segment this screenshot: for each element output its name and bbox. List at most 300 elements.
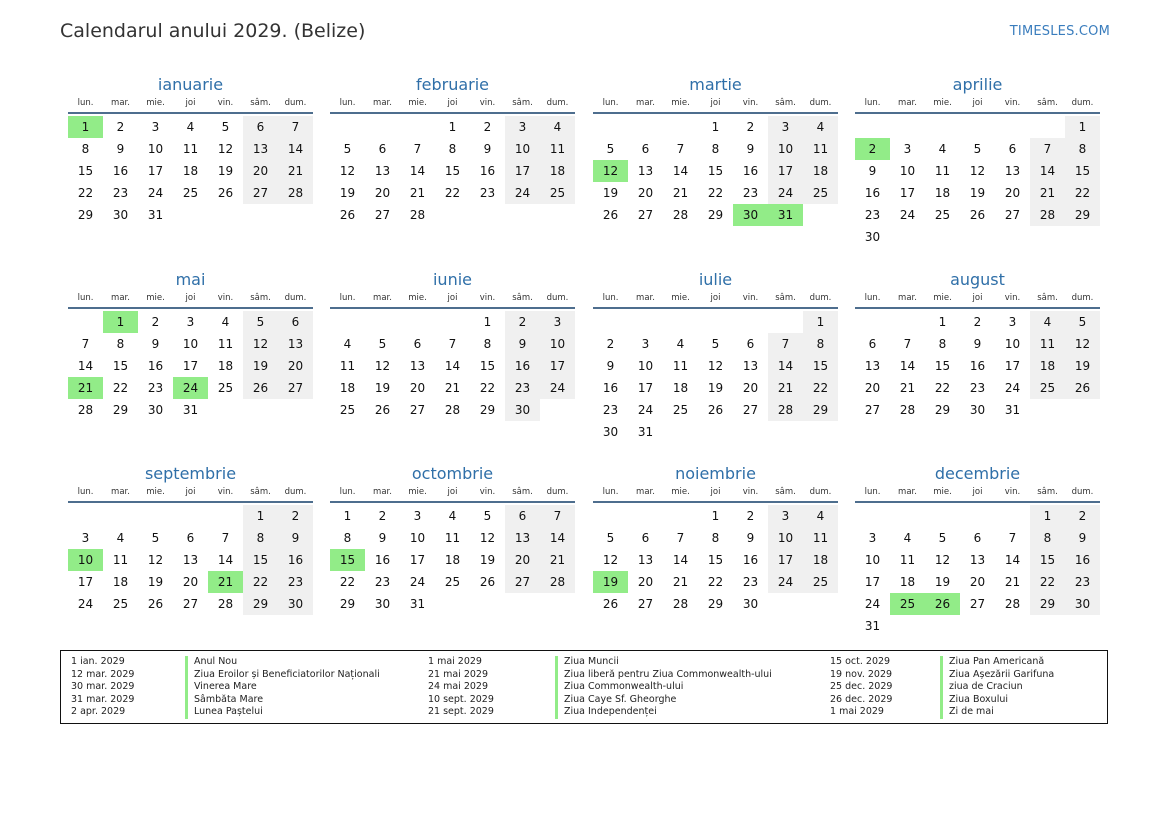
day-cell: 23	[479, 186, 496, 200]
day-cell: 2	[606, 337, 615, 351]
day-cell: 17	[409, 553, 426, 567]
day-cell: 26	[1065, 377, 1100, 399]
day-cell: 17	[637, 381, 654, 395]
day-cell: 9	[483, 142, 492, 156]
month-title: aprilie	[952, 75, 1003, 94]
weekday-label: lun.	[864, 98, 881, 108]
day-cell: 28	[444, 403, 461, 417]
day-cell: 15	[243, 549, 278, 571]
weekday-label: joi	[185, 293, 196, 303]
holiday-name: Vinerea Mare	[185, 681, 257, 694]
day-cell: 14	[768, 355, 803, 377]
holiday-date: 12 mar. 2029	[71, 668, 135, 680]
month-aprilie	[855, 75, 1100, 248]
brand-link[interactable]: TIMESLES.COM	[1009, 24, 1110, 39]
holiday-date: 1 mai 2029	[830, 706, 884, 718]
day-cell: 25	[182, 186, 199, 200]
weekday-label: lun.	[77, 293, 94, 303]
weekday-label: mie.	[146, 293, 165, 303]
day-grid	[68, 311, 313, 421]
holiday-row	[61, 681, 1101, 694]
day-cell: 6	[278, 311, 313, 333]
day-cell: 18	[934, 186, 951, 200]
day-cell: 5	[1065, 311, 1100, 333]
day-cell: 21	[444, 381, 461, 395]
day-cell: 8	[711, 531, 720, 545]
day-cell: 13	[637, 164, 654, 178]
day-cell: 23	[1065, 571, 1100, 593]
day-cell: 5	[343, 142, 352, 156]
day-cell: 23	[969, 381, 986, 395]
day-cell: 28	[409, 208, 426, 222]
empty-cell	[400, 311, 435, 333]
weekday-label: sâm.	[775, 98, 796, 108]
weekday-label: sâm.	[1037, 487, 1058, 497]
day-cell: 16	[1065, 549, 1100, 571]
weekday-label: dum.	[809, 293, 832, 303]
weekday-label: joi	[972, 98, 983, 108]
day-cell: 12	[217, 142, 234, 156]
day-cell: 13	[278, 333, 313, 355]
holiday-date: 1 mai 2029	[428, 656, 482, 667]
day-cell: 2	[483, 120, 492, 134]
day-cell: 9	[1065, 527, 1100, 549]
day-cell: 28	[672, 597, 689, 611]
day-cell: 10	[768, 527, 803, 549]
day-cell: 2	[151, 315, 160, 329]
day-cell: 26	[217, 186, 234, 200]
day-cell: 15	[1030, 549, 1065, 571]
day-cell: 25	[803, 182, 838, 204]
day-cell: 7	[540, 505, 575, 527]
day-cell: 11	[934, 164, 951, 178]
day-cell: 9	[505, 333, 540, 355]
day-cell: 26	[374, 403, 391, 417]
weekday-label: joi	[185, 487, 196, 497]
holiday-name: Ziua Commonwealth-ului	[555, 681, 683, 694]
weekday-header	[855, 486, 1100, 503]
day-cell: 1	[1065, 116, 1100, 138]
day-cell: 27	[864, 403, 881, 417]
day-cell: 29	[479, 403, 496, 417]
day-cell: 5	[483, 509, 492, 523]
weekday-header	[855, 292, 1100, 309]
day-cell: 23	[112, 186, 129, 200]
empty-cell	[400, 116, 435, 138]
day-cell: 7	[413, 142, 422, 156]
day-cell: 27	[1004, 208, 1021, 222]
holiday-name: Ziua Boxului	[940, 694, 1008, 707]
day-cell: 24	[637, 403, 654, 417]
day-cell: 24	[540, 377, 575, 399]
weekday-label: mar.	[636, 98, 655, 108]
day-cell: 5	[606, 142, 615, 156]
weekday-label: mie.	[146, 98, 165, 108]
day-cell: 6	[505, 505, 540, 527]
day-cell: 15	[707, 164, 724, 178]
day-cell: 6	[641, 142, 650, 156]
day-cell: 7	[676, 142, 685, 156]
day-cell: 13	[505, 527, 540, 549]
day-cell: 6	[746, 337, 755, 351]
day-cell: 20	[864, 381, 881, 395]
weekday-label: dum.	[546, 293, 569, 303]
day-cell: 2	[378, 509, 387, 523]
day-cell: 28	[1030, 204, 1065, 226]
empty-cell	[855, 505, 890, 527]
holiday-date: 21 mai 2029	[428, 668, 489, 680]
day-cell: 2	[973, 315, 982, 329]
holiday-date: 30 mar. 2029	[71, 681, 135, 693]
day-cell: 11	[444, 531, 461, 545]
weekday-label: mie.	[408, 98, 427, 108]
day-cell: 13	[742, 359, 759, 373]
empty-cell	[628, 116, 663, 138]
day-cell: 23	[742, 575, 759, 589]
day-cell: 8	[343, 531, 352, 545]
empty-cell	[855, 116, 890, 138]
day-cell: 17	[899, 186, 916, 200]
holiday-day-cell: 1	[103, 311, 138, 333]
holiday-date: 2 apr. 2029	[71, 706, 126, 718]
day-cell: 30	[864, 230, 881, 244]
holiday-name: Ziua Pan Americană	[940, 656, 1044, 669]
day-cell: 19	[217, 164, 234, 178]
weekday-label: sâm.	[512, 98, 533, 108]
day-cell: 10	[409, 531, 426, 545]
weekday-label: lun.	[602, 487, 619, 497]
day-cell: 29	[1030, 593, 1065, 615]
day-cell: 28	[217, 597, 234, 611]
empty-cell	[890, 311, 925, 333]
day-cell: 18	[540, 160, 575, 182]
day-cell: 10	[182, 337, 199, 351]
day-cell: 4	[803, 116, 838, 138]
day-cell: 8	[938, 337, 947, 351]
day-cell: 27	[637, 208, 654, 222]
weekday-header	[68, 292, 313, 309]
month-title: mai	[175, 270, 206, 289]
day-cell: 17	[182, 359, 199, 373]
day-cell: 10	[540, 333, 575, 355]
empty-cell	[663, 505, 698, 527]
day-cell: 30	[505, 399, 540, 421]
day-cell: 20	[637, 575, 654, 589]
day-cell: 25	[217, 381, 234, 395]
day-cell: 4	[343, 337, 352, 351]
day-cell: 14	[77, 359, 94, 373]
holiday-name: Ziua Muncii	[555, 656, 619, 669]
weekday-label: vin.	[1004, 293, 1021, 303]
day-cell: 28	[278, 182, 313, 204]
weekday-label: dum.	[1071, 487, 1094, 497]
holiday-date: 15 oct. 2029	[830, 656, 891, 667]
holiday-day-cell: 25	[890, 593, 925, 615]
day-cell: 3	[768, 505, 803, 527]
day-cell: 12	[147, 553, 164, 567]
month-title: august	[950, 270, 1005, 289]
day-cell: 17	[768, 549, 803, 571]
weekday-label: sâm.	[250, 487, 271, 497]
day-cell: 10	[768, 138, 803, 160]
holiday-date: 10 sept. 2029	[428, 693, 494, 705]
month-title: iulie	[698, 270, 733, 289]
weekday-label: lun.	[339, 487, 356, 497]
weekday-label: sâm.	[512, 487, 533, 497]
day-cell: 27	[409, 403, 426, 417]
holiday-day-cell: 31	[768, 204, 803, 226]
day-cell: 5	[243, 311, 278, 333]
empty-cell	[593, 311, 628, 333]
day-cell: 21	[409, 186, 426, 200]
day-grid	[855, 311, 1100, 421]
day-cell: 22	[1030, 571, 1065, 593]
empty-cell	[960, 505, 995, 527]
day-cell: 28	[77, 403, 94, 417]
day-cell: 19	[602, 186, 619, 200]
weekday-header	[68, 486, 313, 503]
day-grid	[330, 505, 575, 615]
weekday-label: dum.	[1071, 293, 1094, 303]
day-cell: 17	[1004, 359, 1021, 373]
day-cell: 14	[278, 138, 313, 160]
weekday-label: joi	[185, 98, 196, 108]
weekday-header	[593, 292, 838, 309]
month-title: noiembrie	[675, 464, 756, 483]
weekday-label: sâm.	[250, 293, 271, 303]
day-cell: 6	[413, 337, 422, 351]
day-cell: 15	[77, 164, 94, 178]
empty-cell	[925, 505, 960, 527]
day-cell: 18	[217, 359, 234, 373]
weekday-label: sâm.	[775, 487, 796, 497]
day-cell: 8	[116, 337, 125, 351]
day-cell: 13	[243, 138, 278, 160]
day-cell: 3	[540, 311, 575, 333]
day-grid	[68, 116, 313, 226]
day-cell: 13	[864, 359, 881, 373]
month-decembrie	[855, 464, 1100, 637]
day-cell: 3	[151, 120, 160, 134]
weekday-label: lun.	[339, 293, 356, 303]
day-cell: 23	[374, 575, 391, 589]
day-cell: 31	[182, 403, 199, 417]
weekday-label: vin.	[1004, 487, 1021, 497]
day-cell: 27	[742, 403, 759, 417]
day-cell: 22	[444, 186, 461, 200]
day-cell: 26	[602, 208, 619, 222]
day-cell: 5	[221, 120, 230, 134]
weekday-label: vin.	[742, 293, 759, 303]
weekday-header	[330, 486, 575, 503]
holiday-day-cell: 24	[173, 377, 208, 399]
empty-cell	[330, 116, 365, 138]
day-cell: 30	[112, 208, 129, 222]
weekday-label: vin.	[217, 293, 234, 303]
day-cell: 1	[938, 315, 947, 329]
empty-cell	[138, 505, 173, 527]
day-cell: 19	[707, 381, 724, 395]
weekday-label: mie.	[408, 293, 427, 303]
day-cell: 19	[1065, 355, 1100, 377]
day-cell: 10	[505, 138, 540, 160]
day-cell: 20	[182, 575, 199, 589]
weekday-label: mie.	[671, 487, 690, 497]
month-ianuarie	[68, 75, 313, 226]
weekday-label: mar.	[373, 487, 392, 497]
day-cell: 23	[864, 208, 881, 222]
day-cell: 14	[1030, 160, 1065, 182]
day-grid	[855, 505, 1100, 637]
day-cell: 4	[540, 116, 575, 138]
holiday-day-cell: 10	[68, 549, 103, 571]
holiday-date: 21 sept. 2029	[428, 706, 494, 718]
empty-cell	[365, 116, 400, 138]
day-cell: 22	[707, 575, 724, 589]
day-cell: 12	[339, 164, 356, 178]
day-cell: 12	[969, 164, 986, 178]
holiday-day-cell: 2	[855, 138, 890, 160]
day-cell: 8	[448, 142, 457, 156]
day-cell: 7	[221, 531, 230, 545]
day-cell: 4	[221, 315, 230, 329]
weekday-label: dum.	[284, 98, 307, 108]
day-cell: 13	[637, 553, 654, 567]
day-cell: 31	[147, 208, 164, 222]
day-cell: 20	[969, 575, 986, 589]
day-cell: 3	[1008, 315, 1017, 329]
holiday-day-cell: 19	[593, 571, 628, 593]
day-cell: 29	[707, 597, 724, 611]
weekday-label: dum.	[284, 293, 307, 303]
weekday-label: mar.	[898, 98, 917, 108]
day-cell: 1	[803, 311, 838, 333]
day-cell: 7	[1030, 138, 1065, 160]
day-cell: 24	[409, 575, 426, 589]
day-cell: 15	[934, 359, 951, 373]
empty-cell	[995, 116, 1030, 138]
day-cell: 6	[378, 142, 387, 156]
day-cell: 14	[540, 527, 575, 549]
weekday-label: mar.	[636, 293, 655, 303]
weekday-label: vin.	[217, 98, 234, 108]
holiday-date: 24 mai 2029	[428, 681, 489, 693]
day-cell: 4	[1030, 311, 1065, 333]
month-octombrie	[330, 464, 575, 615]
day-cell: 20	[409, 381, 426, 395]
day-cell: 26	[707, 403, 724, 417]
day-cell: 30	[374, 597, 391, 611]
day-cell: 18	[444, 553, 461, 567]
empty-cell	[925, 116, 960, 138]
day-cell: 21	[899, 381, 916, 395]
month-noiembrie	[593, 464, 838, 615]
day-cell: 23	[505, 377, 540, 399]
day-cell: 4	[938, 142, 947, 156]
day-cell: 28	[899, 403, 916, 417]
day-cell: 18	[803, 160, 838, 182]
day-cell: 16	[374, 553, 391, 567]
day-cell: 8	[803, 333, 838, 355]
weekday-label: mar.	[111, 487, 130, 497]
day-cell: 27	[969, 597, 986, 611]
day-cell: 10	[147, 142, 164, 156]
weekday-header	[855, 97, 1100, 114]
day-cell: 27	[243, 182, 278, 204]
day-cell: 11	[1030, 333, 1065, 355]
weekday-label: joi	[972, 293, 983, 303]
day-cell: 25	[444, 575, 461, 589]
holiday-name: Ziua Independenței	[555, 706, 657, 719]
day-cell: 25	[672, 403, 689, 417]
weekday-header	[593, 486, 838, 503]
weekday-label: sâm.	[775, 293, 796, 303]
day-cell: 2	[746, 120, 755, 134]
holiday-date: 1 ian. 2029	[71, 656, 125, 667]
day-cell: 20	[243, 160, 278, 182]
day-cell: 26	[479, 575, 496, 589]
weekday-label: lun.	[602, 293, 619, 303]
day-cell: 30	[147, 403, 164, 417]
day-cell: 19	[339, 186, 356, 200]
weekday-header	[330, 97, 575, 114]
weekday-label: joi	[710, 98, 721, 108]
day-cell: 2	[1065, 505, 1100, 527]
holiday-name: Ziua Caye Sf. Gheorghe	[555, 694, 676, 707]
weekday-header	[68, 97, 313, 114]
holiday-row	[61, 694, 1101, 707]
day-cell: 27	[182, 597, 199, 611]
holiday-date: 19 nov. 2029	[830, 668, 893, 680]
day-cell: 8	[1030, 527, 1065, 549]
day-cell: 2	[278, 505, 313, 527]
day-cell: 21	[1030, 182, 1065, 204]
day-cell: 17	[505, 160, 540, 182]
day-cell: 26	[969, 208, 986, 222]
day-cell: 16	[112, 164, 129, 178]
day-cell: 9	[973, 337, 982, 351]
holiday-row	[61, 656, 1101, 669]
day-cell: 30	[602, 425, 619, 439]
weekday-label: joi	[447, 293, 458, 303]
empty-cell	[330, 311, 365, 333]
day-cell: 30	[1065, 593, 1100, 615]
day-cell: 9	[606, 359, 615, 373]
weekday-label: mar.	[111, 98, 130, 108]
day-cell: 22	[77, 186, 94, 200]
day-cell: 1	[711, 509, 720, 523]
day-cell: 14	[899, 359, 916, 373]
holiday-day-cell: 21	[208, 571, 243, 593]
day-cell: 2	[505, 311, 540, 333]
weekday-label: lun.	[339, 98, 356, 108]
day-cell: 24	[899, 208, 916, 222]
day-cell: 5	[378, 337, 387, 351]
day-cell: 29	[243, 593, 278, 615]
day-cell: 3	[768, 116, 803, 138]
day-cell: 6	[973, 531, 982, 545]
weekday-label: vin.	[742, 487, 759, 497]
weekday-label: dum.	[809, 487, 832, 497]
holiday-day-cell: 21	[68, 377, 103, 399]
empty-cell	[890, 116, 925, 138]
day-cell: 14	[672, 164, 689, 178]
weekday-label: sâm.	[512, 293, 533, 303]
holiday-name: Anul Nou	[185, 656, 237, 669]
day-cell: 16	[742, 553, 759, 567]
weekday-label: joi	[710, 487, 721, 497]
day-cell: 23	[742, 186, 759, 200]
